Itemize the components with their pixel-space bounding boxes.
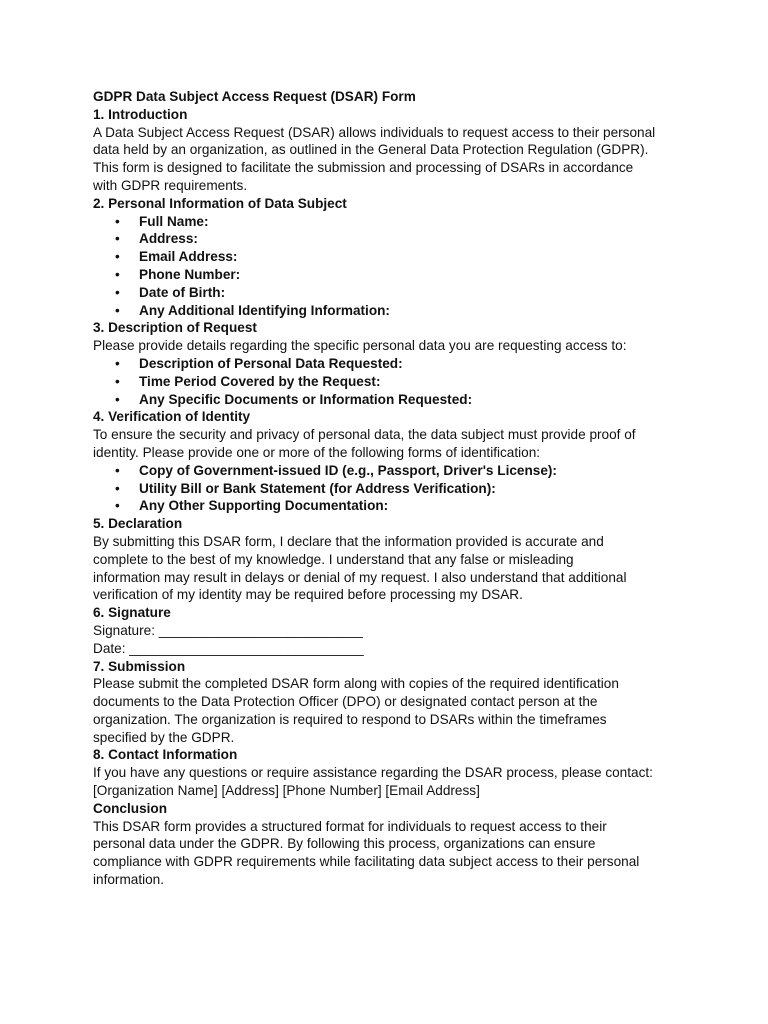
- document-title: GDPR Data Subject Access Request (DSAR) Form: [93, 89, 416, 104]
- section-heading-verification-of-identity: 4. Verification of Identity: [93, 409, 251, 425]
- paragraph-line: To ensure the security and privacy of personal data, the data subject must provide proof of: [93, 427, 636, 443]
- list-item: • Any Additional Identifying Information:: [93, 302, 683, 320]
- paragraph-line: with GDPR requirements.: [93, 177, 248, 193]
- identification-list: [93, 462, 683, 515]
- section-heading-introduction: 1. Introduction: [93, 106, 188, 122]
- section-heading-description-of-request: 3. Description of Request: [93, 320, 257, 336]
- paragraph-line: personal data under the GDPR. By following this process, organizations can ensure: [93, 836, 596, 852]
- paragraph-line: documents to the Data Protection Officer (DPO) or designated contact person at the: [93, 694, 598, 710]
- paragraph-line: organization. The organization is required to respond to DSARs within the timeframes: [93, 711, 607, 727]
- list-item: • Any Specific Documents or Information Requested:: [93, 391, 683, 409]
- paragraph-line: Please provide details regarding the specific personal data you are requesting access to:: [93, 338, 627, 354]
- paragraph-line: verification of my identity may be required before processing my DSAR.: [93, 587, 523, 603]
- paragraph-line: information may result in delays or denial of my request. I also understand that additional: [93, 569, 627, 585]
- list-item: • Copy of Government-issued ID (e.g., Passport, Driver's License):: [93, 462, 683, 480]
- date-line: Date: _______________________________: [93, 640, 364, 656]
- section-heading-conclusion: Conclusion: [93, 800, 168, 816]
- list-item: • Date of Birth:: [93, 284, 683, 302]
- paragraph-line: This form is designed to facilitate the submission and processing of DSARs in accordance: [93, 160, 634, 176]
- paragraph-line: Please submit the completed DSAR form along with copies of the required identification: [93, 676, 619, 692]
- contact-placeholder-line: [Organization Name] [Address] [Phone Number] [Email Address]: [93, 783, 480, 799]
- section-heading-personal-information: 2. Personal Information of Data Subject: [93, 195, 347, 211]
- list-item: • Address:: [93, 230, 683, 248]
- list-item: • Utility Bill or Bank Statement (for Address Verification):: [93, 480, 683, 498]
- list-item: • Any Other Supporting Documentation:: [93, 497, 683, 515]
- paragraph-line: information.: [93, 872, 165, 888]
- paragraph-line: data held by an organization, as outlined in the General Data Protection Regulation (GDPR).: [93, 142, 649, 158]
- section-heading-declaration: 5. Declaration: [93, 516, 183, 532]
- paragraph-line: compliance with GDPR requirements while facilitating data subject access to their personal: [93, 854, 640, 870]
- paragraph-line: If you have any questions or require assistance regarding the DSAR process, please contact:: [93, 765, 653, 781]
- section-heading-contact-information: 8. Contact Information: [93, 747, 238, 763]
- paragraph-line: identity. Please provide one or more of the following forms of identification:: [93, 444, 541, 460]
- list-item: • Full Name:: [93, 213, 683, 231]
- section-heading-signature: 6. Signature: [93, 605, 171, 621]
- list-item: • Email Address:: [93, 248, 683, 266]
- paragraph-line: specified by the GDPR.: [93, 729, 235, 745]
- paragraph-line: By submitting this DSAR form, I declare that the information provided is accurate and: [93, 533, 604, 549]
- personal-info-list: [93, 213, 683, 320]
- paragraph-line: complete to the best of my knowledge. I understand that any false or misleading: [93, 551, 574, 567]
- list-item: • Time Period Covered by the Request:: [93, 373, 683, 391]
- paragraph-line: This DSAR form provides a structured format for individuals to request access to their: [93, 818, 607, 834]
- list-item: • Phone Number:: [93, 266, 683, 284]
- signature-line: Signature: ___________________________: [93, 622, 363, 638]
- request-description-list: [93, 355, 683, 408]
- paragraph-line: A Data Subject Access Request (DSAR) allows individuals to request access to their personal: [93, 124, 656, 140]
- list-item: • Description of Personal Data Requested:: [93, 355, 683, 373]
- section-heading-submission: 7. Submission: [93, 658, 186, 674]
- document-page: [93, 88, 683, 889]
